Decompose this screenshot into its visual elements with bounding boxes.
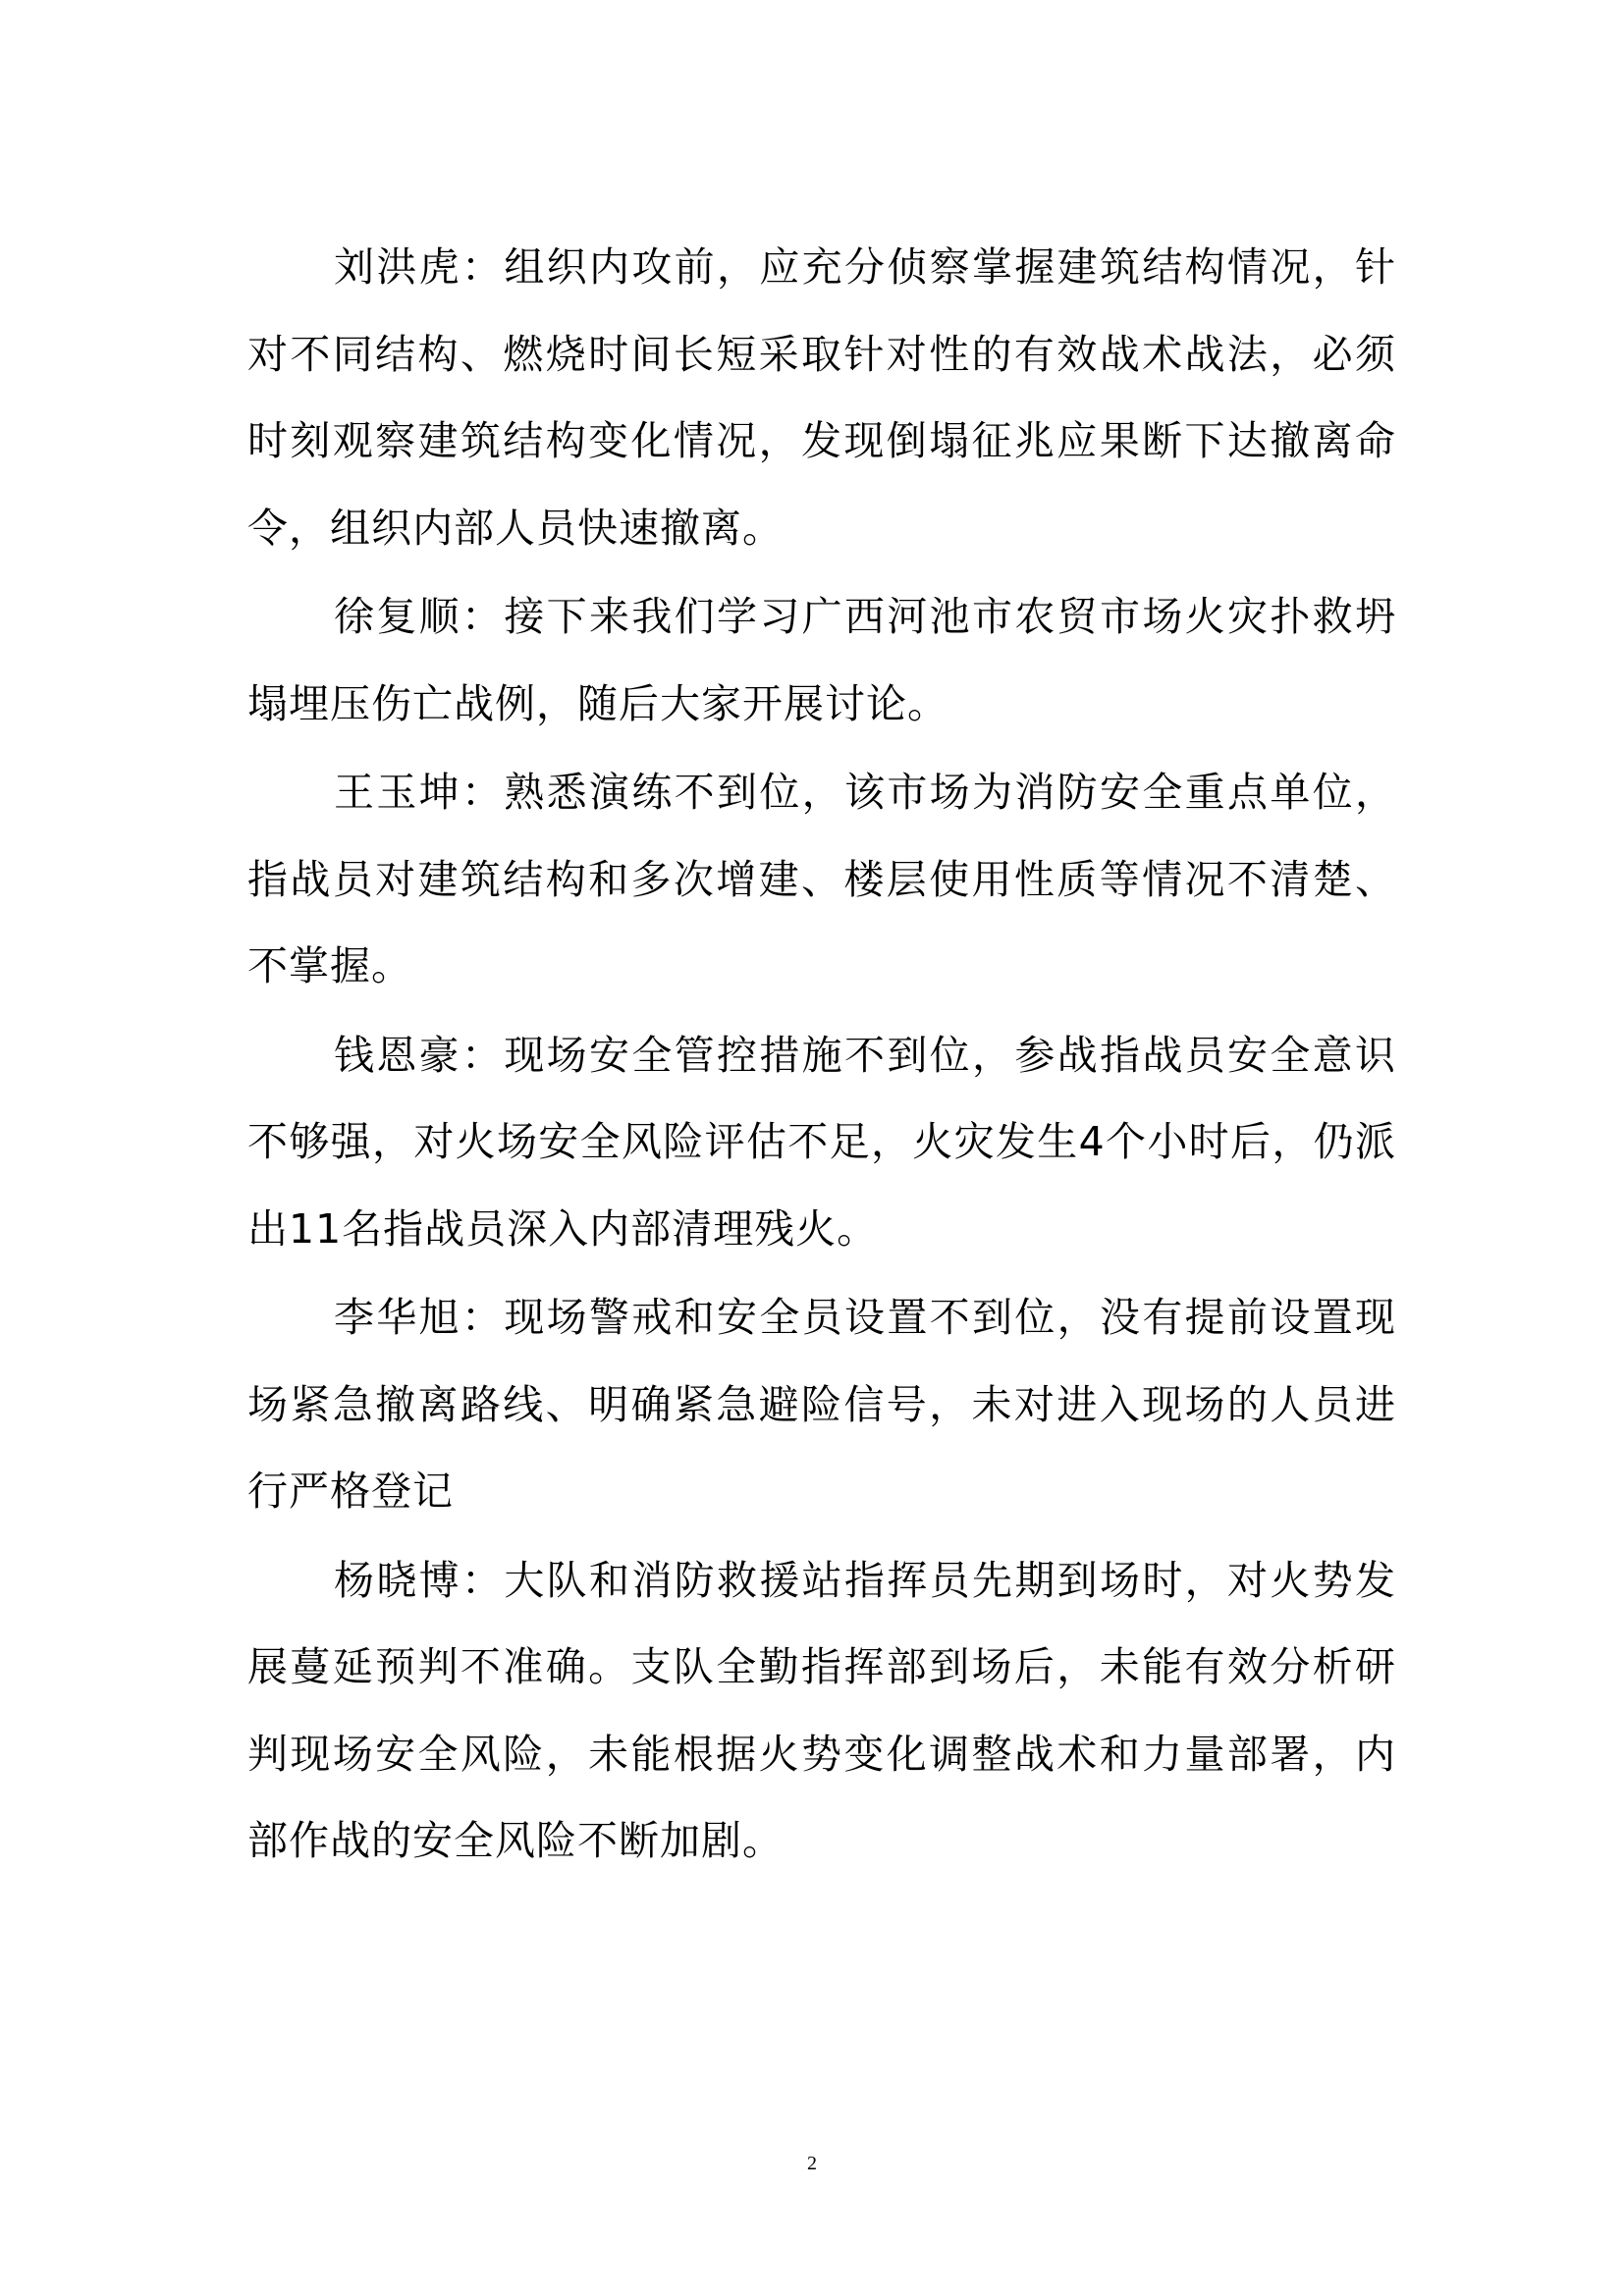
paragraph: 李华旭：现场警戒和安全员设置不到位，没有提前设置现场紧急撤离路线、明确紧急避险信号，未对进入现场的人员进行严格登记 [247, 1294, 1396, 1515]
paragraph: 刘洪虎：组织内攻前，应充分侦察掌握建筑结构情况，针对不同结构、燃烧时间长短采取针对性的有效战术战法，必须时刻观察建筑结构变化情况，发现倒塌征兆应果断下达撤离命令，组织内部人员快速撤离。 [247, 243, 1396, 552]
paragraph: 钱恩豪：现场安全管控措施不到位，参战指战员安全意识不够强，对火场安全风险评估不足，火灾发生4个小时后，仍派出11名指战员深入内部清理残火。 [247, 1031, 1396, 1253]
paragraph: 王玉坤：熟悉演练不到位，该市场为消防安全重点单位，指战员对建筑结构和多次增建、楼层使用性质等情况不清楚、不掌握。 [247, 769, 1396, 989]
paragraph: 徐复顺：接下来我们学习广西河池市农贸市场火灾扑救坍塌埋压伤亡战例，随后大家开展讨论。 [247, 593, 1396, 727]
paragraph: 杨晓博：大队和消防救援站指挥员先期到场时，对火势发展蔓延预判不准确。支队全勤指挥部到场后，未能有效分析研判现场安全风险，未能根据火势变化调整战术和力量部署，内部作战的安全风险不断加剧。 [247, 1556, 1396, 1864]
document-body [247, 224, 1396, 1887]
page-number: 2 [807, 2153, 817, 2174]
